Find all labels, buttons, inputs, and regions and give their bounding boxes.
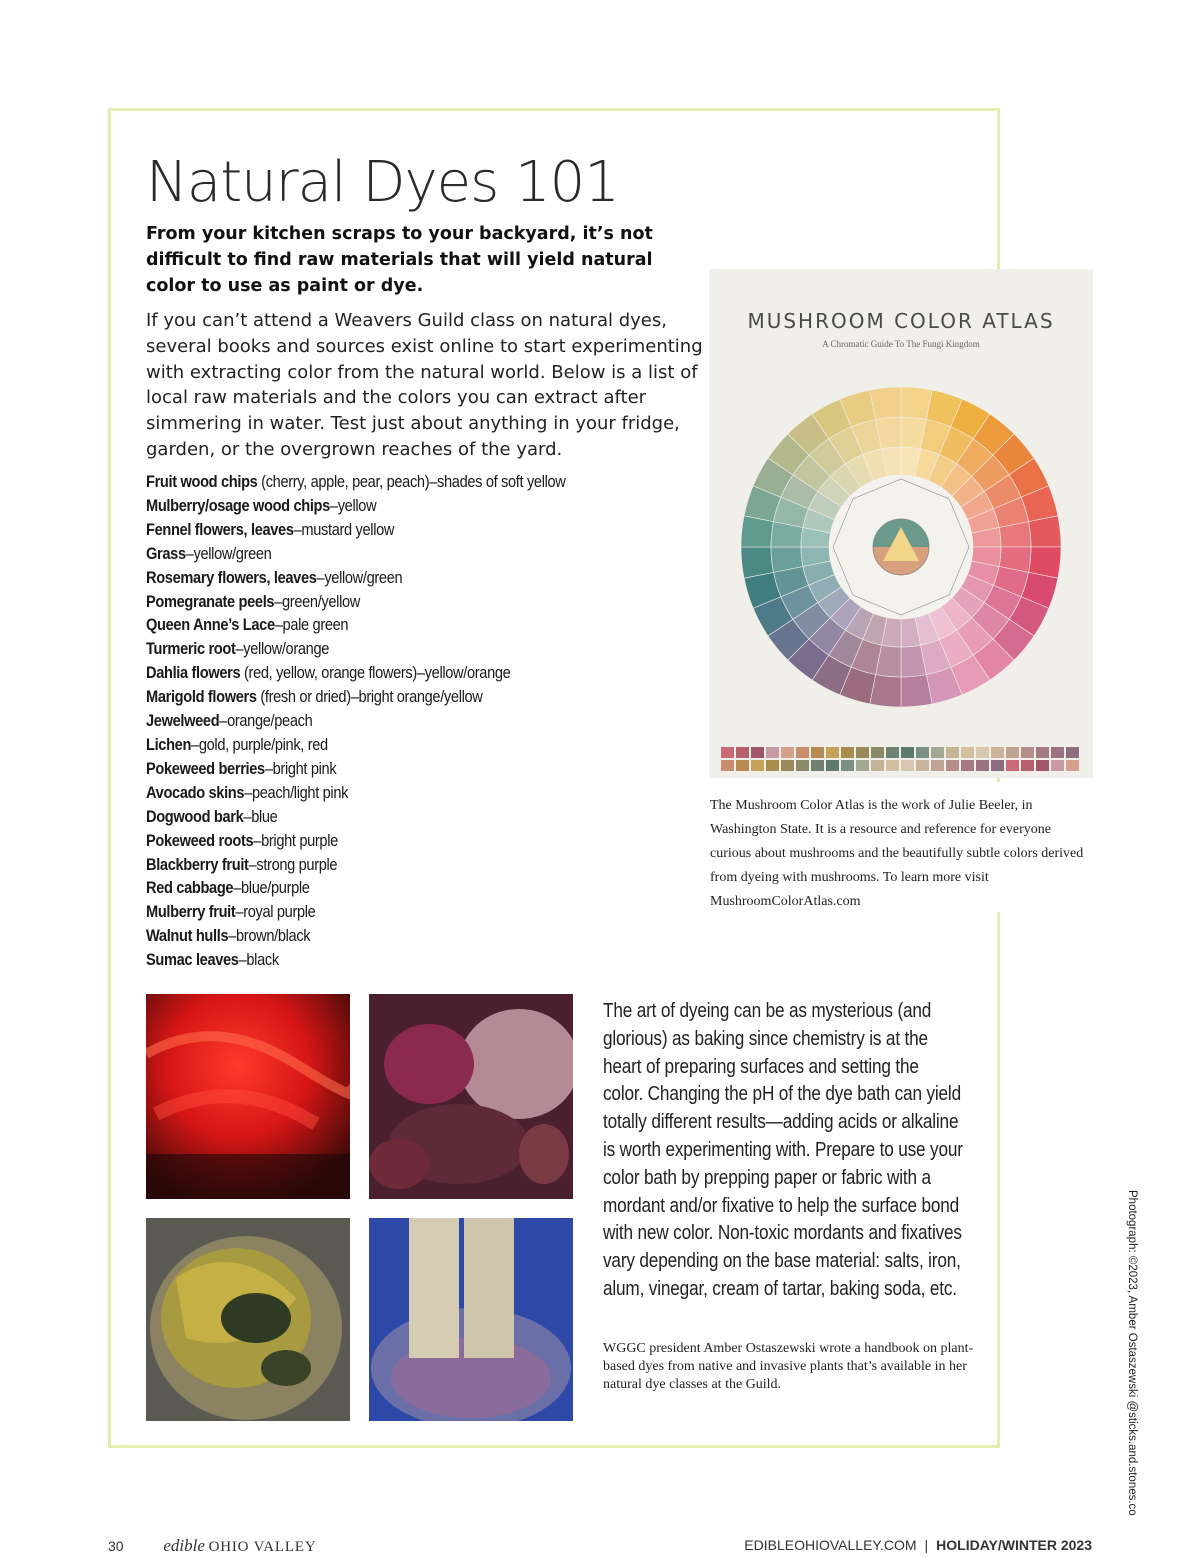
color-swatch — [901, 760, 914, 771]
color-swatch — [886, 760, 899, 771]
dye-material: Rosemary flowers, leaves — [146, 567, 317, 587]
footer-masthead — [108, 1536, 316, 1556]
color-swatch — [796, 747, 809, 758]
dye-list-item — [146, 685, 628, 709]
dye-list-item — [146, 853, 628, 877]
dye-list-item — [146, 518, 628, 542]
body-line: alum, vinegar, cream of tartar, baking soda, etc. — [603, 1277, 957, 1300]
wheel-segment — [1029, 516, 1061, 547]
body-line: heart of preparing surfaces and setting the — [603, 1055, 919, 1078]
color-swatch — [781, 760, 794, 771]
footer-separator: | — [924, 1537, 929, 1553]
dye-list-item — [146, 590, 628, 614]
color-swatch — [1021, 760, 1034, 771]
color-swatch — [736, 760, 749, 771]
color-swatch — [1036, 760, 1049, 771]
dye-material: Marigold flowers — [146, 687, 257, 707]
photo-yellow-fabric — [146, 1218, 350, 1421]
issue-label: HOLIDAY/WINTER 2023 — [936, 1537, 1092, 1553]
dye-resulting-color: –bright purple — [253, 830, 338, 850]
dye-list-item — [146, 661, 628, 685]
color-swatch — [991, 760, 1004, 771]
magazine-name-edible: edible — [163, 1536, 205, 1555]
dye-material: Mulberry/osage wood chips — [146, 495, 330, 515]
color-swatch — [826, 747, 839, 758]
dye-list-item — [146, 733, 628, 757]
color-swatch — [766, 747, 779, 758]
body-line: color. Changing the pH of the dye bath can yield — [603, 1083, 961, 1106]
color-swatch — [751, 760, 764, 771]
color-swatch — [856, 747, 869, 758]
dye-material-note: (red, yellow, orange flowers) — [240, 663, 417, 683]
body-line: is worth experimenting with. Prepare to use your — [603, 1138, 963, 1161]
dye-material: Queen Anne’s Lace — [146, 615, 275, 635]
dye-list-item — [146, 805, 628, 829]
body-line: glorious) as baking since chemistry is at the — [603, 1027, 928, 1050]
color-swatch — [931, 760, 944, 771]
dye-material: Dogwood bark — [146, 806, 244, 826]
body-paragraph — [603, 998, 1003, 1304]
dye-resulting-color: –green/yellow — [274, 591, 360, 611]
body-line: with new color. Non-toxic mordants and fixatives — [603, 1222, 962, 1245]
dye-resulting-color: –yellow/green — [316, 567, 403, 587]
color-swatch — [916, 747, 929, 758]
color-swatch — [796, 760, 809, 771]
color-swatch — [811, 747, 824, 758]
dye-material: Grass — [146, 543, 186, 563]
dye-material-note: (fresh or dried) — [256, 687, 351, 707]
atlas-title: MUSHROOM COLOR ATLAS — [747, 309, 1055, 333]
dye-material: Dahlia flowers — [146, 663, 241, 683]
color-swatch — [871, 760, 884, 771]
dye-list-item — [146, 709, 628, 733]
dye-material: Walnut hulls — [146, 926, 229, 946]
color-swatch — [976, 747, 989, 758]
color-swatch — [946, 760, 959, 771]
dye-material: Jewelweed — [146, 711, 220, 731]
color-swatch — [1006, 747, 1019, 758]
dye-resulting-color: –strong purple — [248, 854, 338, 874]
color-swatch — [901, 747, 914, 758]
color-swatch — [931, 747, 944, 758]
dye-list-item — [146, 948, 628, 972]
dye-list-item — [146, 876, 628, 900]
dye-list-item — [146, 470, 628, 494]
body-line: totally different results—adding acids or alkaline — [603, 1111, 959, 1134]
color-swatch — [1066, 747, 1079, 758]
dye-list-item — [146, 613, 628, 637]
dye-resulting-color: –yellow — [329, 495, 377, 515]
color-swatch — [1006, 760, 1019, 771]
dye-resulting-color: –pale green — [274, 615, 349, 635]
swatch-strip — [721, 747, 1079, 771]
dye-resulting-color: –bright pink — [264, 758, 337, 778]
article-intro: If you can’t attend a Weavers Guild class on natural dyes, several books and sources exist online to start experimenting with extracting color from the natural world. Below is a list of local raw materials and the colors you can extract after simmering in water. Test just about anything in your fridge, garden, or the overgrown reaches of the yard. — [146, 310, 703, 460]
dye-list-item — [146, 637, 628, 661]
color-swatch — [961, 747, 974, 758]
color-swatch — [781, 747, 794, 758]
color-swatch — [826, 760, 839, 771]
dye-list-item — [146, 781, 628, 805]
dye-material: Mulberry fruit — [146, 902, 236, 922]
body-line: The art of dyeing can be as mysterious (and — [603, 1000, 932, 1022]
page-number: 30 — [108, 1538, 124, 1554]
color-swatch — [841, 760, 854, 771]
color-swatch — [736, 747, 749, 758]
dye-material: Pomegranate peels — [146, 591, 275, 611]
dye-resulting-color: –black — [238, 950, 279, 970]
dye-list-item — [146, 566, 628, 590]
color-swatch — [766, 760, 779, 771]
body-line: mordant and/or fixative to help the surface bond — [603, 1194, 960, 1217]
dye-resulting-color: –yellow/orange — [416, 663, 511, 683]
color-swatch — [961, 760, 974, 771]
wheel-segment — [870, 387, 901, 419]
dye-list-item — [146, 494, 628, 518]
dye-resulting-color: –royal purple — [235, 902, 316, 922]
dye-list-item — [146, 829, 628, 853]
color-swatch — [1036, 747, 1049, 758]
dye-resulting-color: –orange/peach — [219, 711, 313, 731]
color-swatch — [856, 760, 869, 771]
atlas-subtitle: A Chromatic Guide To The Fungi Kingdom — [822, 339, 980, 349]
footer-issue — [744, 1537, 1092, 1553]
dye-resulting-color: –mustard yellow — [293, 519, 395, 539]
color-swatch — [841, 747, 854, 758]
color-swatch — [886, 747, 899, 758]
article-title: Natural Dyes 101 — [146, 150, 619, 215]
article-deck: From your kitchen scraps to your backyard, it’s not difficult to find raw materials that will yield natural color to use as paint or dye. — [146, 224, 653, 296]
dye-resulting-color: –blue/purple — [233, 878, 310, 898]
color-swatch — [1021, 747, 1034, 758]
website-link[interactable]: EDIBLEOHIOVALLEY.COM — [744, 1537, 917, 1553]
dye-list-item — [146, 900, 628, 924]
atlas-caption: The Mushroom Color Atlas is the work of Julie Beeler, in Washington State. It is a resource and reference for everyone curious about mushrooms and the beautifully subtle colors derived from dyeing with mushrooms. To learn more visit MushroomColorAtlas.com — [710, 798, 1084, 909]
dye-resulting-color: –peach/light pink — [244, 782, 349, 802]
dye-material: Avocado skins — [146, 782, 245, 802]
body-line: vary depending on the base material: salts, iron, — [603, 1250, 961, 1273]
dye-resulting-color: –yellow/green — [185, 543, 272, 563]
photo-red-yarn — [146, 994, 350, 1199]
color-swatch — [1051, 747, 1064, 758]
color-swatch — [721, 760, 734, 771]
color-swatch — [946, 747, 959, 758]
color-swatch — [871, 747, 884, 758]
dye-material-note: (cherry, apple, pear, peach) — [257, 472, 430, 491]
dye-resulting-color: –gold, purple/pink, red — [191, 734, 328, 754]
dye-material: Sumac leaves — [146, 950, 239, 970]
dye-list — [146, 470, 706, 972]
photo-credit: Photograph: ©2023, Amber Ostaszewski @sticks.and.stones.co — [1126, 1190, 1138, 1516]
magazine-name-region: OHIO VALLEY — [208, 1539, 317, 1555]
dye-material: Red cabbage — [146, 878, 234, 898]
dye-resulting-color: –blue — [243, 806, 278, 826]
color-swatch — [811, 760, 824, 771]
dye-resulting-color: –yellow/orange — [235, 639, 330, 659]
color-swatch — [916, 760, 929, 771]
wheel-segment — [741, 547, 773, 578]
dye-resulting-color: –brown/black — [228, 926, 311, 946]
body-line: color bath by prepping paper or fabric with a — [603, 1166, 931, 1189]
dye-list-item — [146, 542, 628, 566]
dye-material: Pokeweed roots — [146, 830, 254, 850]
color-swatch — [1066, 760, 1079, 771]
dye-list-item — [146, 924, 628, 948]
dye-material: Turmeric root — [146, 639, 236, 659]
dye-material: Fennel flowers, leaves — [146, 519, 294, 539]
color-swatch — [991, 747, 1004, 758]
color-swatch — [976, 760, 989, 771]
color-swatch — [751, 747, 764, 758]
dye-list-item — [146, 757, 628, 781]
dye-material: Pokeweed berries — [146, 758, 265, 778]
color-wheel — [741, 387, 1061, 707]
photo-purple-yarn — [369, 994, 573, 1199]
dye-material: Lichen — [146, 734, 192, 754]
author-note: WGGC president Amber Ostaszewski wrote a handbook on plant-based dyes from native and invasive plants that’s available in her natural dye classes at the Guild. — [603, 1341, 974, 1392]
dye-resulting-color: –shades of soft yellow — [429, 472, 566, 491]
dye-material: Fruit wood chips — [146, 472, 258, 491]
color-swatch — [1051, 760, 1064, 771]
mushroom-color-atlas-image — [709, 269, 1093, 778]
color-swatch — [721, 747, 734, 758]
dye-material: Blackberry fruit — [146, 854, 249, 874]
wheel-segment — [901, 675, 932, 707]
photo-blue-dye-bath — [369, 1218, 573, 1421]
dye-resulting-color: –bright orange/yellow — [350, 687, 483, 707]
